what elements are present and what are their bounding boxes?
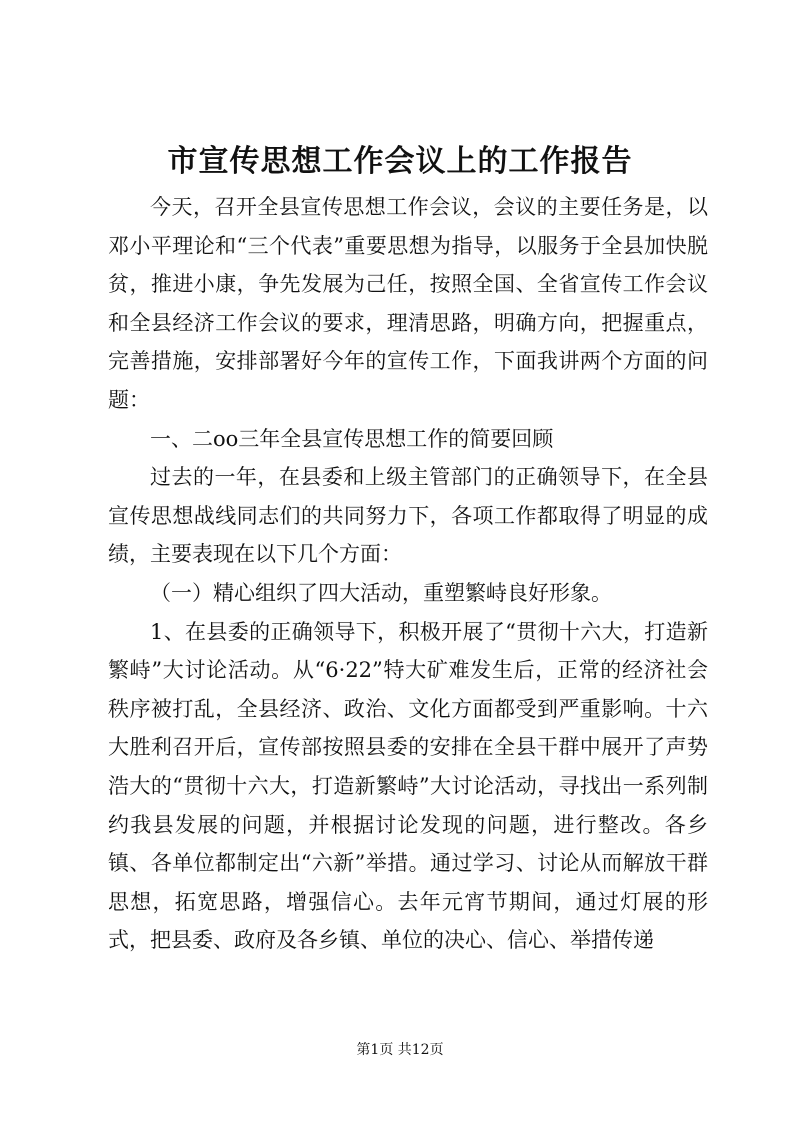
paragraph-review-summary: 过去的一年，在县委和上级主管部门的正确领导下，在全县宣传思想战线同志们的共同努力下，各项工作都取得了明显的成绩，主要表现在以下几个方面： [108, 465, 708, 567]
page-number: 第1页 共12页 [356, 1042, 444, 1058]
subsection-heading-activities: （一）精心组织了四大活动，重塑繁峙良好形象。 [150, 580, 612, 605]
paragraph-intro: 今天，召开全县宣传思想工作会议，会议的主要任务是，以邓小平理论和“三个代表”重要思想为指导，以服务于全县加快脱贫，推进小康，争先发展为己任，按照全国、全省宣传工作会议和全县经济工作会议的要求，理清思路，明确方向，把握重点，完善措施，安排部署好今年的宣传工作，下面我讲两个方面的问题： [108, 195, 708, 412]
paragraph-item-1: 1、在县委的正确领导下，积极开展了“贯彻十六大，打造新繁峙”大讨论活动。从“6·22”特大矿难发生后，正常的经济社会秩序被打乱，全县经济、政治、文化方面都受到严重影响。十六大胜利召开后，宣传部按照县委的安排在全县干群中展开了声势浩大的“贯彻十六大，打造新繁峙”大讨论活动，寻找出一系列制约我县发展的问题，并根据讨论发现的问题，进行整改。各乡镇、各单位都制定出“六新”举措。通过学习、讨论从而解放干群思想，拓宽思路，增强信心。去年元宵节期间，通过灯展的形式，把县委、政府及各乡镇、单位的决心、信心、举措传递 [108, 619, 708, 953]
section-heading-review: 一、二oo三年全县宣传思想工作的简要回顾 [150, 426, 554, 451]
document-title: 市宣传思想工作会议上的工作报告 [167, 144, 633, 179]
page-footer [0, 1040, 800, 1060]
document-body [108, 188, 708, 960]
